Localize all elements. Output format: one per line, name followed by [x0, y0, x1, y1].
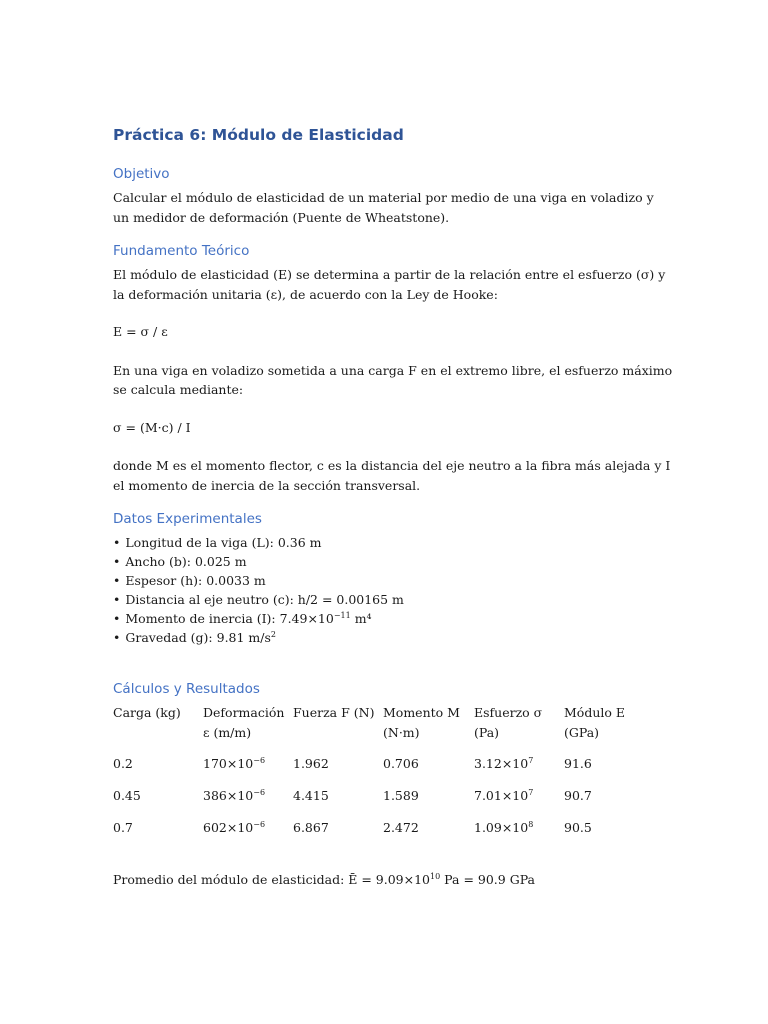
- stress-formula: σ = (M·c) / I: [113, 419, 191, 435]
- objective-text: Calcular el módulo de elasticidad de un material por medio de una viga en voladizo y un medidor de deformación (Puente de Wheatstone).: [113, 190, 654, 225]
- cell-momento: 1.589: [383, 788, 419, 803]
- cell-deformacion: $170\times 10^{-6}$: [203, 756, 266, 771]
- table-row: [113, 786, 644, 818]
- list-item: • Momento de inercia (I): $7.49\times 10^{-11}$ m⁴: [113, 609, 673, 628]
- column-header: Deformación ε (m/m): [203, 705, 285, 740]
- results-table: [113, 703, 644, 850]
- theory-paragraph-3: donde M es el momento flector, c es la distancia del eje neutro a la fibra más alejada y I el momento de inercia de la sección transversal.: [113, 458, 671, 493]
- cell-carga: 0.7: [113, 820, 133, 835]
- list-item: • Longitud de la viga (L): 0.36 m: [113, 533, 673, 552]
- hooke-formula: E = σ / ε: [113, 324, 168, 339]
- cell-fuerza: 4.415: [293, 788, 329, 803]
- cell-carga: 0.2: [113, 756, 133, 771]
- objective-heading: Objetivo: [113, 166, 170, 182]
- cell-esfuerzo: $7.01\times 10^7$: [474, 788, 534, 803]
- column-header: Carga (kg): [113, 705, 181, 720]
- table-row: [113, 818, 644, 850]
- table-row: [113, 754, 644, 786]
- cell-esfuerzo: $3.12\times 10^7$: [474, 756, 534, 771]
- column-header: Esfuerzo σ (Pa): [474, 705, 543, 740]
- cell-modulo: 90.7: [564, 788, 592, 803]
- theory-heading: Fundamento Teórico: [113, 243, 250, 259]
- document-page: [113, 124, 673, 890]
- cell-modulo: 90.5: [564, 820, 592, 835]
- list-item: • Espesor (h): 0.0033 m: [113, 571, 673, 590]
- theory-paragraph-2: En una viga en voladizo sometida a una carga F en el extremo libre, el esfuerzo máximo se calcula mediante:: [113, 362, 673, 397]
- cell-deformacion: $386\times 10^{-6}$: [203, 788, 266, 803]
- cell-carga: 0.45: [113, 788, 141, 803]
- cell-momento: 0.706: [383, 756, 419, 771]
- experimental-data-list: [113, 533, 673, 647]
- list-item: • Gravedad (g): 9.81 $m/s^2$: [113, 628, 673, 647]
- table-header-row: [113, 703, 644, 754]
- column-header: Fuerza F (N): [293, 705, 375, 720]
- cell-fuerza: 6.867: [293, 820, 329, 835]
- column-header: Momento M (N·m): [383, 705, 460, 740]
- list-item: • Distancia al eje neutro (c): h/2 = 0.00165 m: [113, 590, 673, 609]
- cell-fuerza: 1.962: [293, 756, 329, 771]
- cell-modulo: 91.6: [564, 756, 592, 771]
- average-modulus-summary: Promedio del módulo de elasticidad: Ē = $9.09\times 10^{10}$ Pa = 90.9 GPa: [113, 872, 535, 887]
- cell-deformacion: $602\times 10^{-6}$: [203, 820, 266, 835]
- theory-paragraph-1: El módulo de elasticidad (E) se determina a partir de la relación entre el esfuerzo (σ) y la deformación unitaria (ε), de acuerdo con la Ley de Hooke:: [113, 267, 666, 302]
- cell-esfuerzo: $1.09\times 10^8$: [474, 820, 534, 835]
- list-item: • Ancho (b): 0.025 m: [113, 552, 673, 571]
- page-title: Práctica 6: Módulo de Elasticidad: [113, 126, 404, 144]
- data-heading: Datos Experimentales: [113, 511, 262, 527]
- column-header: Módulo E (GPa): [564, 705, 625, 740]
- results-heading: Cálculos y Resultados: [113, 681, 260, 697]
- cell-momento: 2.472: [383, 820, 419, 835]
